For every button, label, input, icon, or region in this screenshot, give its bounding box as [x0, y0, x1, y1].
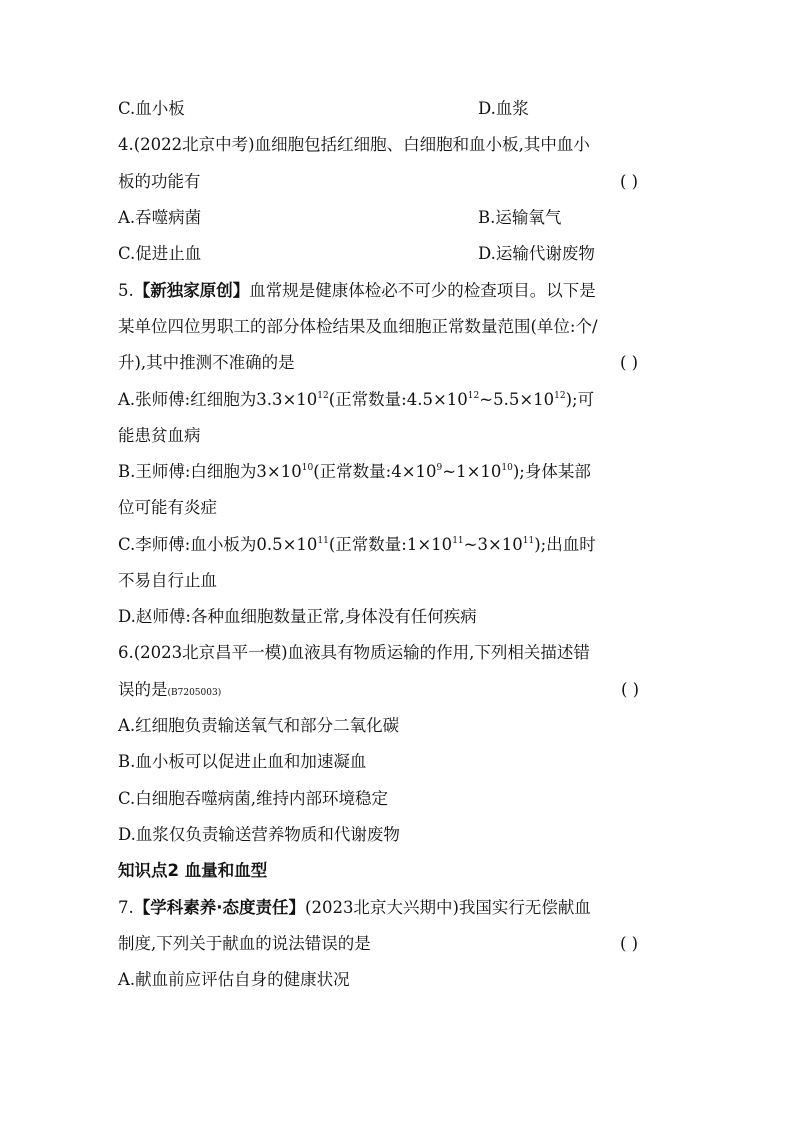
q5-a-exp1: 12 — [317, 391, 329, 401]
q4-option-c: C.促进止血 — [118, 244, 202, 263]
q5-stem-line2: 某单位四位男职工的部分体检结果及血细胞正常数量范围(单位:个/ — [118, 317, 598, 336]
q5-b-exp3: 10 — [501, 463, 513, 473]
q5-option-a-line2: 能患贫血病 — [118, 426, 201, 445]
q5-b-exp2: 9 — [436, 463, 443, 473]
q4-option-d: D.运输代谢废物 — [478, 244, 595, 263]
q5-a-exp2: 12 — [467, 391, 480, 401]
q5-b-text1: B.王师傅:白细胞为3×10 — [118, 462, 302, 481]
q3-option-d: D.血浆 — [478, 99, 529, 118]
q5-c-text4: );出血时 — [534, 535, 596, 554]
q6-stem-text: 误的是 — [118, 680, 168, 699]
q6-stem-line1: 6.(2023北京昌平一模)血液具有物质运输的作用,下列相关描述错 — [118, 643, 590, 662]
q5-c-exp3: 11 — [522, 536, 535, 546]
q5-c-text2: (正常数量:1×10 — [328, 535, 453, 554]
q5-option-c-line1 — [118, 534, 596, 556]
q5-option-b-line2: 位可能有炎症 — [118, 498, 217, 517]
q5-stem-text: 血常规是健康体检必不可少的检查项目。以下是 — [249, 281, 596, 300]
q7-option-a: A.献血前应评估自身的健康状况 — [118, 970, 350, 989]
q5-tag: 【新独家原创】 — [133, 281, 250, 300]
q5-c-exp1: 11 — [317, 536, 329, 546]
q6-code: (B7205003) — [167, 688, 222, 698]
q5-option-d: D.赵师傅:各种血细胞数量正常,身体没有任何疾病 — [118, 607, 477, 626]
q5-option-c-line2: 不易自行止血 — [118, 571, 217, 590]
q4-options-row2 — [118, 243, 595, 265]
q5-b-text3: ~1×10 — [442, 462, 502, 481]
q6-stem-line2 — [118, 679, 221, 704]
q5-option-a-line1 — [118, 389, 594, 411]
q4-option-a: A.吞噬病菌 — [118, 208, 202, 227]
q7-stem-line1 — [118, 897, 591, 919]
q5-b-text4: );身体某部 — [512, 462, 591, 481]
q5-c-exp2: 11 — [452, 536, 464, 546]
q5-a-text4: );可 — [565, 390, 595, 409]
q7-answer-blank: ( ) — [620, 934, 639, 953]
q7-stem-line2: 制度,下列关于献血的说法错误的是 — [118, 934, 371, 953]
q4-answer-blank: ( ) — [620, 172, 639, 191]
q5-stem-line3: 升),其中推测不准确的是 — [118, 353, 295, 372]
q5-answer-blank: ( ) — [620, 353, 639, 372]
section-heading: 知识点2 血量和血型 — [118, 861, 268, 880]
q5-c-text1: C.李师傅:血小板为0.5×10 — [118, 535, 318, 554]
q5-number: 5. — [118, 281, 134, 300]
q6-option-c: C.白细胞吞噬病菌,维持内部环境稳定 — [118, 789, 389, 808]
q7-stem-text: (2023北京大兴期中)我国实行无偿献血 — [305, 898, 591, 917]
q5-a-text1: A.张师傅:红细胞为3.3×10 — [118, 390, 318, 409]
q6-option-a: A.红细胞负责输送氧气和部分二氧化碳 — [118, 716, 400, 735]
q4-stem-line1: 4.(2022北京中考)血细胞包括红细胞、白细胞和血小板,其中血小 — [118, 135, 590, 154]
q5-a-text3: ~5.5×10 — [479, 390, 555, 409]
q6-option-d: D.血浆仅负责输送营养物质和代谢废物 — [118, 825, 400, 844]
q4-stem-line2: 板的功能有 — [118, 172, 201, 191]
q7-number: 7. — [118, 898, 134, 917]
q4-option-b: B.运输氧气 — [478, 208, 562, 227]
q5-a-exp3: 12 — [554, 391, 566, 401]
q6-answer-blank: ( ) — [621, 680, 640, 699]
q5-stem-line1 — [118, 280, 596, 302]
q3-options-row — [118, 98, 529, 120]
q5-b-text2: (正常数量:4×10 — [313, 462, 437, 481]
q3-option-c: C.血小板 — [118, 99, 185, 118]
q7-tag: 【学科素养·态度责任】 — [133, 898, 306, 917]
q6-option-b: B.血小板可以促进止血和加速凝血 — [118, 752, 367, 771]
q4-options-row1 — [118, 207, 562, 229]
q5-b-exp1: 10 — [301, 463, 314, 473]
q5-c-text3: ~3×10 — [463, 535, 523, 554]
q5-a-text2: (正常数量:4.5×10 — [328, 390, 468, 409]
q5-option-b-line1 — [118, 461, 591, 483]
